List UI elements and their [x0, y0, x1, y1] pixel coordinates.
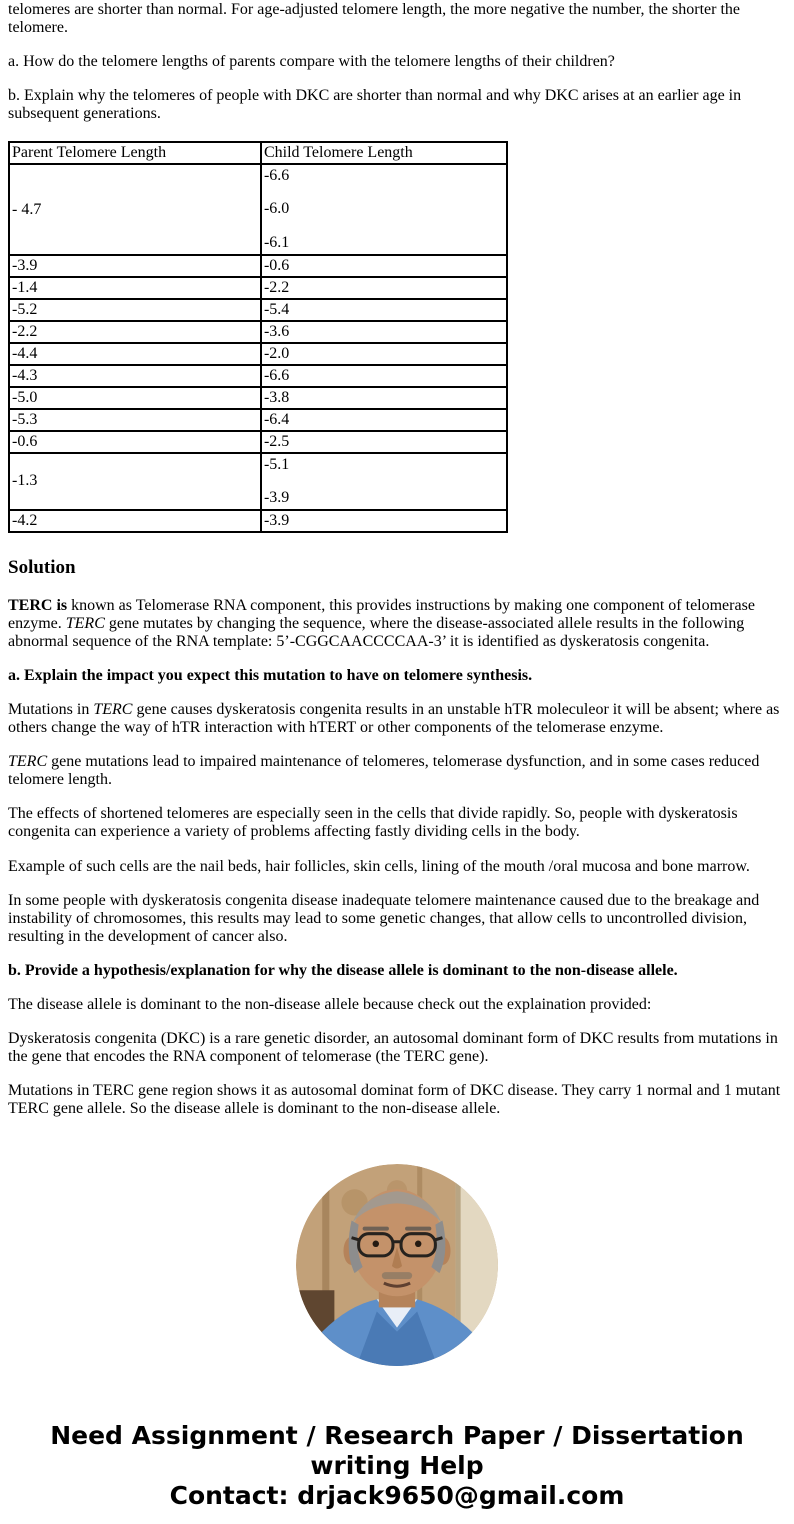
document-page	[0, 1, 794, 1511]
table-row	[9, 321, 507, 343]
footer-ad	[8, 1421, 786, 1511]
table-row	[9, 299, 507, 321]
solution-paragraph-dominant: The disease allele is dominant to the non-disease allele because check out the explaination provided:	[8, 995, 652, 1013]
solution-paragraph-dkc: Dyskeratosis congenita (DKC) is a rare genetic disorder, an autosomal dominant form of DKC results from mutations in the gene that encodes the RNA component of telomerase (the TERC gene).	[8, 1030, 778, 1066]
terc-bold: TERC is	[8, 596, 68, 614]
text-run: gene causes dyskeratosis congenita results in an unstable hTR moleculeor it will be absent; where as others change the way of hTR interaction with hTERT or other components of the telomerase enzyme.	[8, 701, 780, 737]
child-cell: -2.0	[261, 343, 507, 365]
text-run: known as Telomerase RNA component, this provides instructions by making one component of telomerase enzyme.	[8, 596, 755, 632]
solution-paragraph-cancer: In some people with dyskeratosis congenita disease inadequate telomere maintenance caused due to the breakage and instability of chromosomes, this results may lead to some genetic changes, that allow cells to uncontrolled division, resulting in the development of cancer also.	[8, 891, 760, 945]
parent-cell: -5.2	[9, 299, 261, 321]
intro-paragraph: telomeres are shorter than normal. For age-adjusted telomere length, the more negative the number, the shorter the telomere.	[8, 1, 740, 37]
table-row	[9, 431, 507, 453]
table-row	[9, 277, 507, 299]
child-cell: -3.6	[261, 321, 507, 343]
table-header-row	[9, 142, 507, 164]
solution-paragraph-terc-mutations	[8, 753, 786, 789]
child-value: -6.0	[263, 200, 290, 218]
solution-paragraph-terc	[8, 597, 786, 651]
parent-cell: -4.3	[9, 365, 261, 387]
parent-cell: -0.6	[9, 431, 261, 453]
footer-line-2: writing Help	[310, 1451, 484, 1481]
child-cell: -3.8	[261, 387, 507, 409]
solution-paragraph-autosomal: Mutations in TERC gene region shows it as autosomal dominat form of DKC disease. They carry 1 normal and 1 mutant TERC gene allele. So the disease allele is dominant to the non-disease allele.	[8, 1082, 781, 1118]
text-run: Mutations in	[8, 701, 94, 719]
child-cell: -3.9	[261, 510, 507, 532]
terc-italic: TERC	[93, 701, 133, 719]
table-row	[9, 453, 507, 510]
solution-paragraph-mutations	[8, 701, 786, 737]
parent-cell: - 4.7	[9, 164, 261, 254]
text-run: gene mutations lead to impaired maintenance of telomeres, telomerase dysfunction, and in some cases reduced telomere length.	[8, 753, 760, 789]
text-run: gene mutates by changing the sequence, where the disease-associated allele results in the following abnormal sequence of the RNA template: 5’-CGGCAACCCCAA-3’ it is identified as dyskeratosis congenita.	[8, 614, 745, 650]
child-value: -6.6	[263, 167, 290, 185]
solution-heading: Solution	[8, 556, 76, 578]
header-child-telomere: Child Telomere Length	[261, 142, 507, 164]
table-row	[9, 365, 507, 387]
parent-cell: -2.2	[9, 321, 261, 343]
parent-cell: -1.3	[9, 453, 261, 510]
telomere-table	[8, 141, 508, 532]
child-cell: -5.4	[261, 299, 507, 321]
table-row	[9, 510, 507, 532]
child-cell	[261, 164, 507, 254]
parent-cell: -5.0	[9, 387, 261, 409]
footer-line-1: Need Assignment / Research Paper / Dissertation	[50, 1421, 744, 1451]
question-a: a. How do the telomere lengths of parents compare with the telomere lengths of their children?	[8, 53, 615, 71]
child-value: -5.1	[263, 455, 290, 473]
parent-cell: -3.9	[9, 255, 261, 277]
child-value: -6.1	[263, 233, 290, 251]
parent-cell: -4.4	[9, 343, 261, 365]
tutor-avatar	[296, 1164, 498, 1366]
parent-cell: -1.4	[9, 277, 261, 299]
table-row	[9, 387, 507, 409]
solution-paragraph-effects: The effects of shortened telomeres are especially seen in the cells that divide rapidly. So, people with dyskeratosis congenita can experience a variety of problems affecting fastly dividing cells in the body.	[8, 805, 738, 841]
child-cell	[261, 453, 507, 510]
tutor-photo-illustration	[296, 1164, 498, 1366]
child-cell: -2.5	[261, 431, 507, 453]
terc-italic: TERC	[65, 614, 105, 632]
child-cell: -2.2	[261, 277, 507, 299]
child-cell: -6.6	[261, 365, 507, 387]
subheading-b: b. Provide a hypothesis/explanation for why the disease allele is dominant to the non-disease allele.	[8, 961, 678, 979]
subheading-a: a. Explain the impact you expect this mutation to have on telomere synthesis.	[8, 667, 533, 685]
terc-italic: TERC	[8, 753, 48, 771]
table-row	[9, 255, 507, 277]
solution-paragraph-examples: Example of such cells are the nail beds, hair follicles, skin cells, lining of the mouth /oral mucosa and bone marrow.	[8, 857, 750, 875]
table-row	[9, 343, 507, 365]
header-parent-telomere: Parent Telomere Length	[9, 142, 261, 164]
parent-cell: -5.3	[9, 409, 261, 431]
child-value: -3.9	[263, 488, 290, 506]
footer-contact-email: Contact: drjack9650@gmail.com	[169, 1481, 625, 1511]
parent-cell: -4.2	[9, 510, 261, 532]
child-cell: -6.4	[261, 409, 507, 431]
avatar-container	[8, 1164, 786, 1371]
table-row	[9, 164, 507, 254]
question-b: b. Explain why the telomeres of people with DKC are shorter than normal and why DKC arises at an earlier age in subsequent generations.	[8, 87, 742, 123]
table-row	[9, 409, 507, 431]
child-cell: -0.6	[261, 255, 507, 277]
